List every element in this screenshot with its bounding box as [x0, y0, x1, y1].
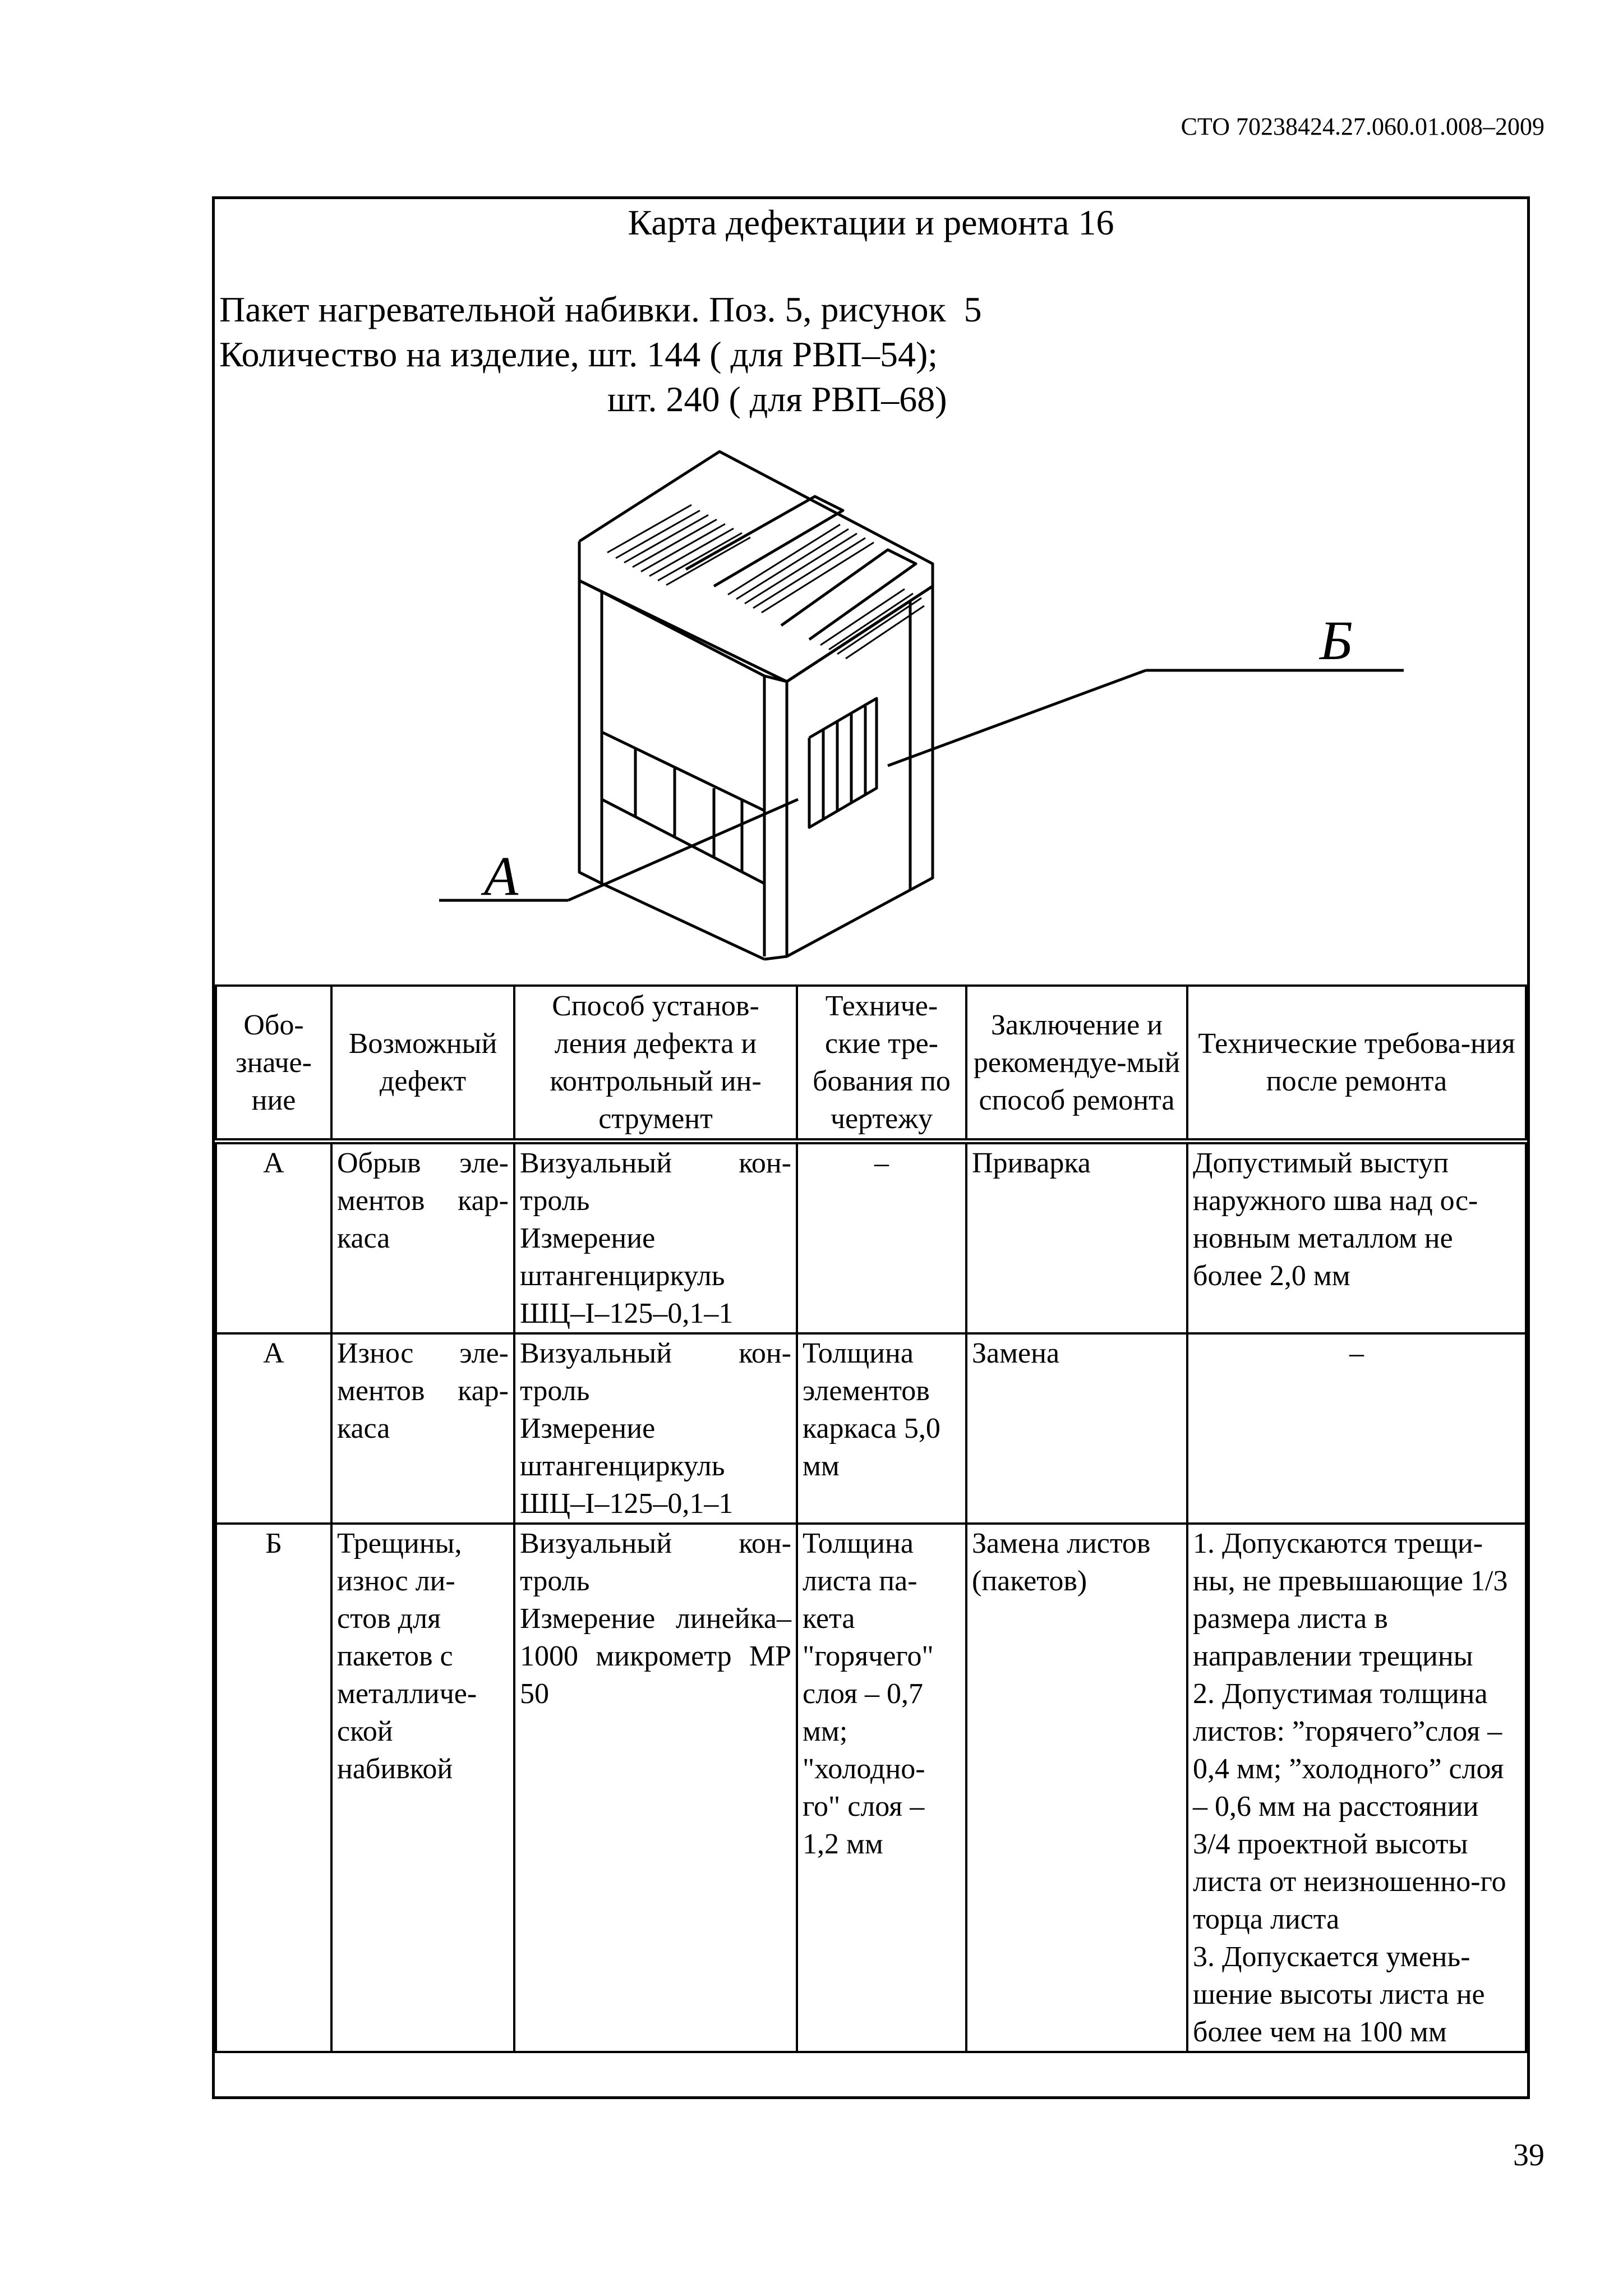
header-after-repair: Технические требова-ния после ремонта — [1187, 986, 1526, 1142]
front-left-post — [579, 581, 602, 884]
cell-designation: А — [216, 1333, 331, 1524]
cell-conclusion: Замена листов (пакетов) — [966, 1524, 1187, 2052]
method-line: Измерение штангенциркуль ШЦ–I–125–0,1–1 — [520, 1412, 734, 1520]
cell-defect: Трещины, износ ли-стов для пакетов с металличе-ской набивкой — [331, 1524, 514, 2052]
requirement-item: 1. Допускаются трещи-ны, не превышающие 1/3 размера листа в направлении трещины — [1193, 1527, 1508, 1672]
quantity-line-2: шт. 240 ( для РВП–68) — [607, 379, 947, 419]
table-row — [216, 1333, 1526, 1524]
method-line: Визуальный кон-троль — [520, 1337, 791, 1407]
cell-after-repair — [1187, 1524, 1526, 2052]
cell-method — [514, 1142, 797, 1334]
cell-defect: Обрыв эле-ментов кар-каса — [331, 1142, 514, 1334]
table-row — [216, 1524, 1526, 2052]
cell-tech-req: Толщина элементов каркаса 5,0 мм — [797, 1333, 966, 1524]
method-line: Визуальный кон-троль — [520, 1527, 791, 1597]
defects-table-area — [215, 984, 1527, 2053]
cell-tech-req: – — [797, 1142, 966, 1334]
method-line: Измерение линейка–1000 микрометр МР 50 — [520, 1603, 791, 1710]
cell-conclusion: Замена — [966, 1333, 1187, 1524]
cell-method — [514, 1333, 797, 1524]
page-number: 39 — [1513, 2138, 1544, 2173]
cell-designation: Б — [216, 1524, 331, 2052]
requirement-item: 2. Допустимая толщина листов: ”горячего”слоя – 0,4 мм; ”холодного” слоя – 0,6 мм на расстоянии 3/4 проектной высоты листа от неизношенно-го торца листа — [1193, 1678, 1506, 1935]
heating-package-drawing — [484, 452, 1449, 934]
card-title: Карта дефектации и ремонта 16 — [628, 203, 1114, 242]
requirement-item: 3. Допускается умень-шение высоты листа не более чем на 100 мм — [1193, 1941, 1485, 2048]
part-line: Пакет нагревательной набивки. Поз. 5, рисунок 5 — [219, 289, 982, 329]
cell-method — [514, 1524, 797, 2052]
document-code: СТО 70238424.27.060.01.008–2009 — [1181, 113, 1544, 140]
defects-table — [215, 984, 1527, 2053]
table-row — [216, 1142, 1526, 1334]
drawing-label-a: А — [484, 845, 519, 907]
defect-card-frame — [212, 196, 1530, 2099]
header-designation: Обо-значе-ние — [216, 986, 331, 1142]
table-header-row — [216, 986, 1526, 1142]
drawing-label-b: Б — [1320, 609, 1353, 671]
method-line: Измерение штангенциркуль ШЦ–I–125–0,1–1 — [520, 1222, 734, 1329]
cell-after-repair: Допустимый выступ наружного шва над ос-новным металлом не более 2,0 мм — [1187, 1142, 1526, 1334]
header-tech-req: Техниче-ские тре-бования по чертежу — [797, 986, 966, 1142]
cell-after-repair: – — [1187, 1333, 1526, 1524]
cell-conclusion: Приварка — [966, 1142, 1187, 1334]
header-conclusion: Заключение и рекомендуе-мый способ ремонта — [966, 986, 1187, 1142]
header-defect: Возможный дефект — [331, 986, 514, 1142]
quantity-line-1: Количество на изделие, шт. 144 ( для РВП–54); — [219, 334, 938, 374]
cell-defect: Износ эле-ментов кар-каса — [331, 1333, 514, 1524]
cell-designation: А — [216, 1142, 331, 1334]
header-method: Способ установ-ления дефекта и контрольный ин-струмент — [514, 986, 797, 1142]
method-line: Визуальный кон-троль — [520, 1147, 791, 1217]
front-face — [602, 592, 764, 956]
leader-line-b — [888, 670, 1146, 766]
front-corner-post — [764, 676, 787, 959]
cell-tech-req: Толщина листа па-кета "горячего" слоя – 0,7 мм; "холодно-го" слоя – 1,2 мм — [797, 1524, 966, 2052]
